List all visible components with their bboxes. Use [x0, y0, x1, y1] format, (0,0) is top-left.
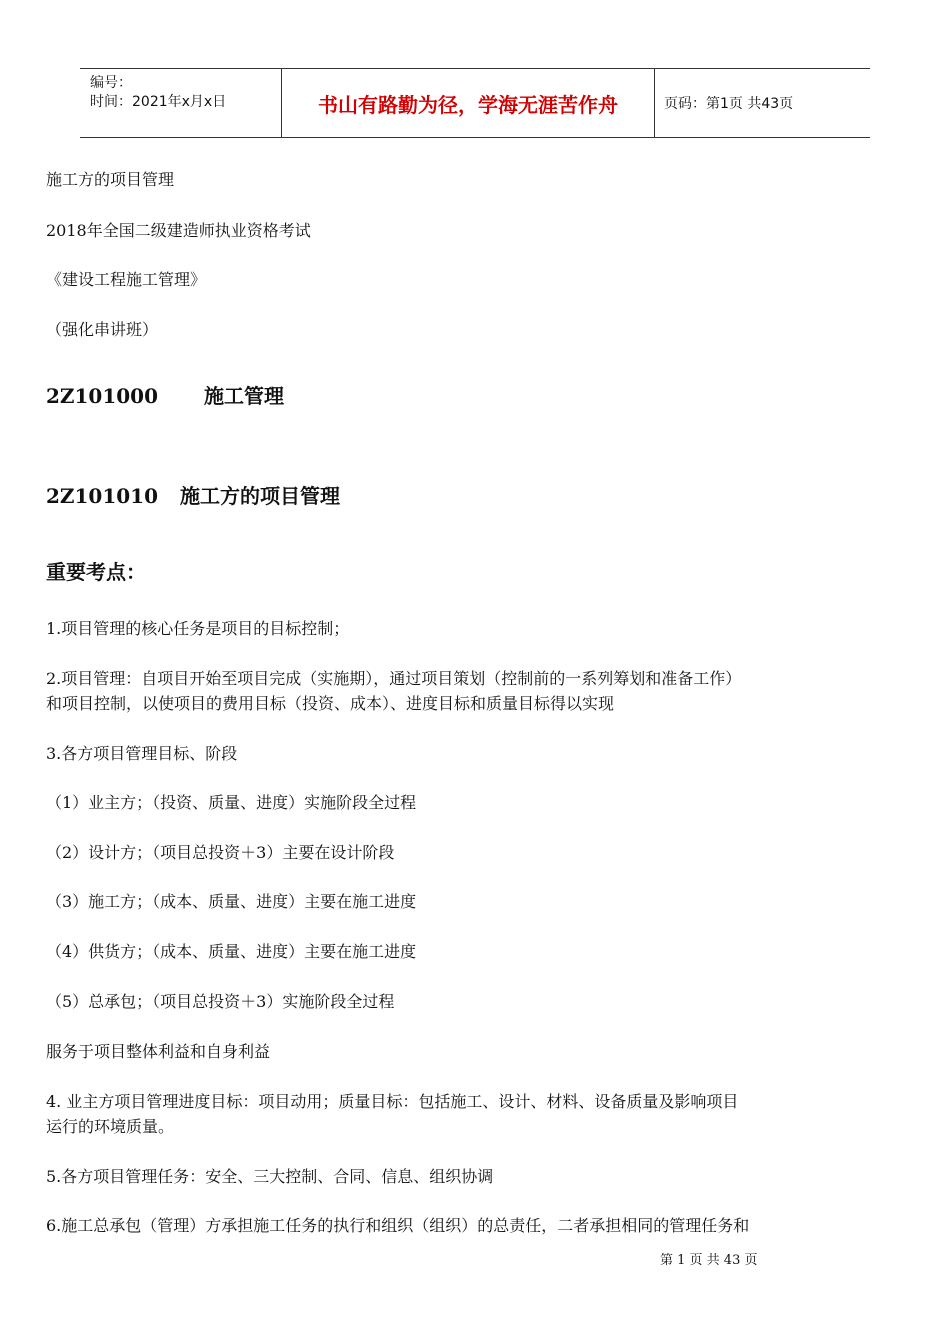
section-code: 2Z101000: [46, 384, 159, 408]
sub-point-4: （4）供货方；（成本、质量、进度）主要在施工进度: [46, 942, 417, 961]
sub-point-5: （5）总承包；（项目总投资＋3）实施阶段全过程: [46, 992, 395, 1011]
header-info-cell: [80, 69, 281, 137]
sub-point-2: （2）设计方；（项目总投资＋3）主要在设计阶段: [46, 843, 395, 862]
sub-point-1: （1）业主方；（投资、质量、进度）实施阶段全过程: [46, 793, 417, 812]
document-header: [80, 68, 870, 138]
subsection-title: 施工方的项目管理: [180, 484, 341, 508]
header-divider: [654, 69, 655, 137]
exam-title: 2018年全国二级建造师执业资格考试: [46, 221, 311, 240]
section-heading: [46, 380, 284, 409]
section-title: 施工管理: [204, 384, 285, 408]
service-note: 服务于项目整体利益和自身利益: [46, 1042, 271, 1061]
point-5: 5.各方项目管理任务：安全、三大控制、合同、信息、组织协调: [46, 1167, 494, 1186]
number-label: 编号：: [90, 75, 132, 91]
header-motto: 书山有路勤为径，学海无涯苦作舟: [318, 92, 618, 117]
point-2-line-1: 2.项目管理：自项目开始至项目完成（实施期），通过项目策划（控制前的一系列筹划和准备工作）: [46, 669, 742, 688]
point-1: 1.项目管理的核心任务是项目的目标控制；: [46, 619, 350, 638]
date-label: 时间：2021年x月x日: [90, 94, 227, 110]
subsection-code: 2Z101010: [46, 484, 159, 508]
class-title: （强化串讲班）: [46, 320, 159, 339]
page-footer: 第 1 页 共 43 页: [660, 1253, 758, 1268]
point-3: 3.各方项目管理目标、阶段: [46, 744, 238, 763]
point-4-line-1: 4. 业主方项目管理进度目标：项目动用；质量目标：包括施工、设计、材料、设备质量及影响项目: [46, 1092, 739, 1111]
point-2-line-2: 和项目控制，以使项目的费用目标（投资、成本）、进度目标和质量目标得以实现: [46, 694, 615, 713]
subject-title: 施工方的项目管理: [46, 170, 175, 189]
book-title: 《建设工程施工管理》: [46, 270, 207, 289]
subsection-heading: [46, 480, 340, 509]
key-points-heading: 重要考点：: [46, 560, 146, 584]
header-page-label: 页码：第1页 共43页: [664, 96, 794, 112]
point-6: 6.施工总承包（管理）方承担施工任务的执行和组织（组织）的总责任，二者承担相同的管理任务和: [46, 1216, 750, 1235]
point-4-line-2: 运行的环境质量。: [46, 1117, 175, 1136]
sub-point-3: （3）施工方；（成本、质量、进度）主要在施工进度: [46, 892, 417, 911]
